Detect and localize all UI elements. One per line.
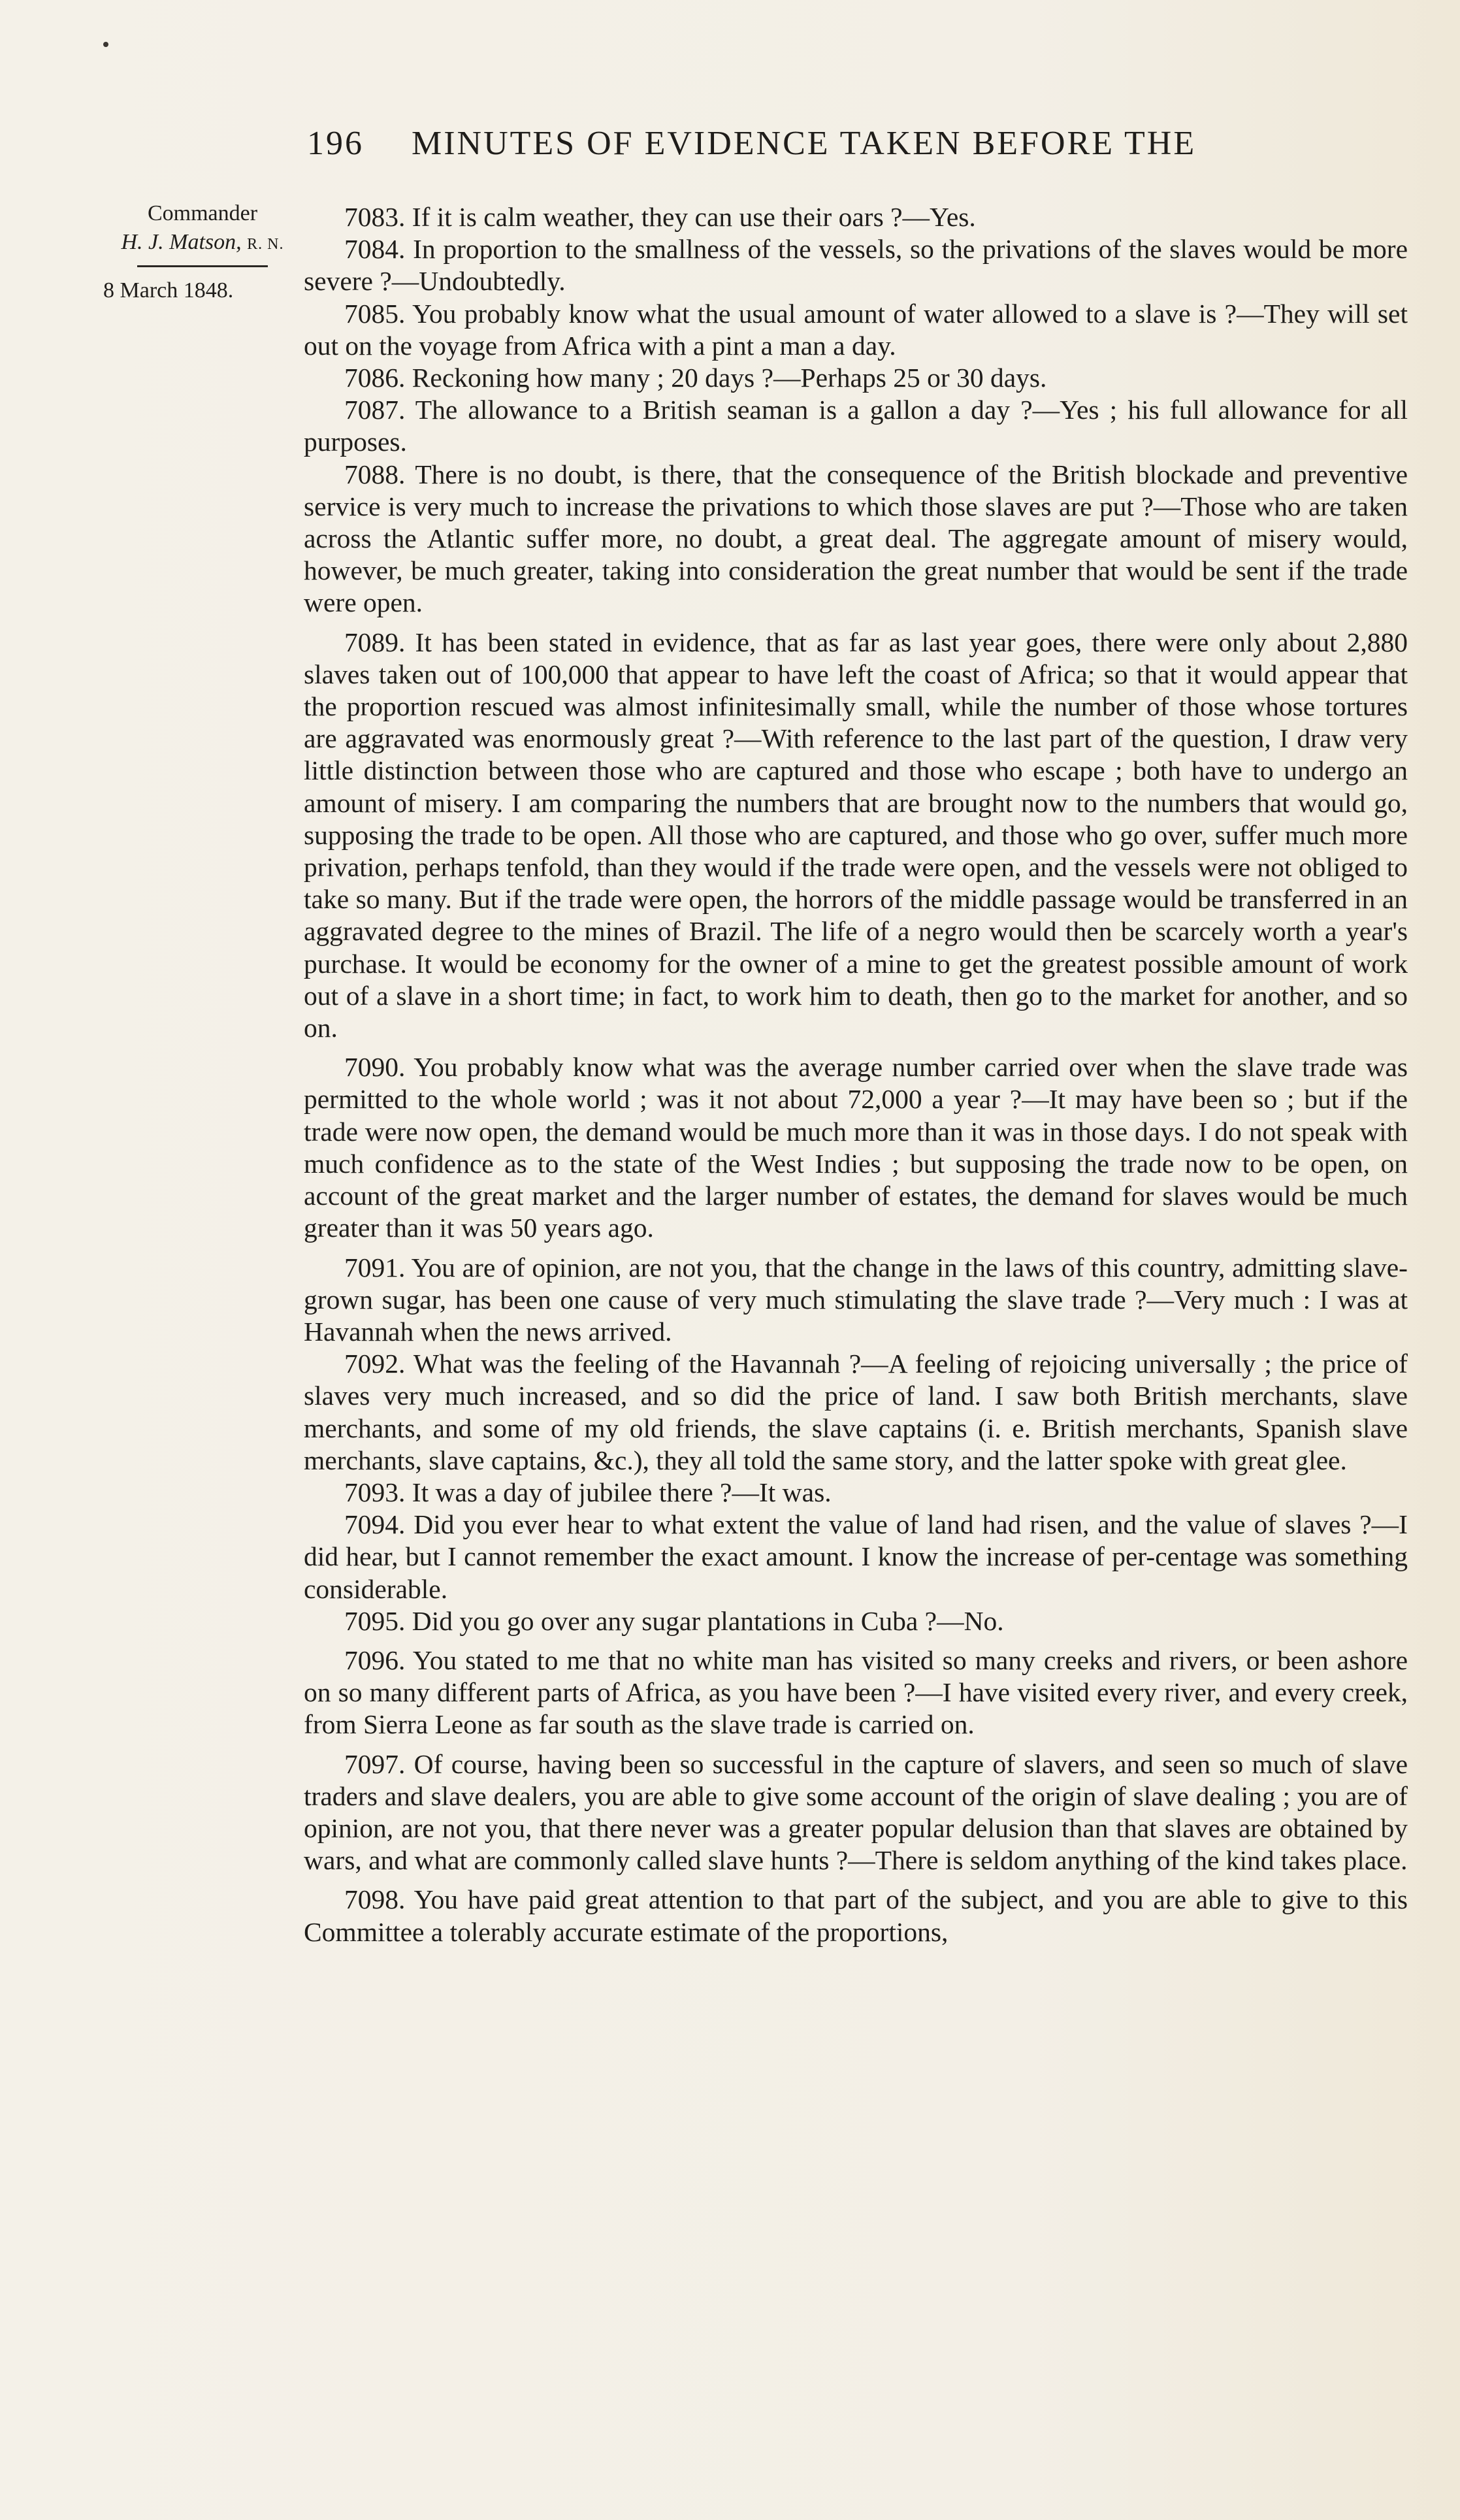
question-number: 7095. — [344, 1605, 406, 1636]
question-text: Of course, having been so successful in the capture of slavers, and seen so much of slave traders and slave dealers, you are able to give some account of the origin of slave dealing ; you are of opinion, are not you, that there never was a greater popular delusion than that slaves are obtained by wars, and what are commonly called slave hunts ?—There is seldom anything of the kind takes place. — [304, 1748, 1408, 1876]
page-number: 196 — [307, 125, 364, 162]
running-header — [307, 124, 1418, 176]
evidence-date: 8 March 1848. — [103, 278, 234, 303]
question-number: 7094. — [344, 1509, 406, 1540]
question-number: 7090. — [344, 1052, 406, 1083]
question-7091 — [304, 1252, 1408, 1349]
question-7083 — [304, 201, 1408, 233]
question-text: In proportion to the smallness of the vessels, so the privations of the slaves would be more severe ?—Undoubtedly. — [304, 234, 1408, 297]
question-7094 — [304, 1509, 1408, 1605]
question-7086 — [304, 362, 1408, 394]
question-number: 7096. — [344, 1645, 406, 1675]
question-number: 7084. — [344, 234, 406, 265]
question-text: What was the feeling of the Havannah ?—A feeling of rejoicing universally ; the price of slaves very much increased, and so did the price of land. I saw both British merchants, slave merchants, and some of my old friends, the slave captains (i. e. British merchants, Spanish slave merchants, slave captains, &c.), they all told the same story, and the latter spoke with great glee. — [304, 1349, 1408, 1475]
question-number: 7088. — [344, 459, 406, 489]
question-text: It has been stated in evidence, that as far as last year goes, there were only about 2,880 slaves taken out of 100,000 that appear to have left the coast of Africa; so that it would appear that the proportion rescued was almost infinitesimally small, while the number of those whose tortures are aggravated was enormously great ?—With reference to the last part of the question, I draw very little distinction between those who are captured and those who escape ; both have to undergo an amount of misery. I am comparing the numbers that are brought now to the numbers that would go, supposing the trade to be open. All those who are captured, and those who go over, suffer much more privation, perhaps tenfold, than they would if the trade were open, and the vessels were not obliged to take so many. But if the trade were open, the horrors of the middle passage would be transferred in an aggravated degree to the mines of Brazil. The life of a negro would then be scarcely worth a year's purchase. It would be economy for the owner of a mine to get the greatest possible amount of work out of a slave in a short time; in fact, to work him to death, then go to the market for another, and so on. — [304, 627, 1408, 1043]
question-7093 — [304, 1477, 1408, 1509]
question-text: Did you go over any sugar plantations in Cuba ?—No. — [412, 1605, 1004, 1636]
question-7088 — [304, 459, 1408, 619]
question-text: You are of opinion, are not you, that the change in the laws of this country, admitting slave-grown sugar, has been one cause of very much stimulating the slave trade ?—Very much : I was at Havannah when the news arrived. — [304, 1252, 1408, 1347]
question-7098 — [304, 1884, 1408, 1948]
question-text: You stated to me that no white man has visited so many creeks and rivers, or been ashore on so many different parts of Africa, as you have been ?—I have visited every river, and every creek, from Sierra Leone as far south as the slave trade is carried on. — [304, 1645, 1408, 1740]
question-7092 — [304, 1348, 1408, 1477]
margin-rule — [137, 265, 268, 267]
question-text: Did you ever hear to what extent the value of land had risen, and the value of slaves ?—I did hear, but I cannot remember the exact amount. I know the increase of per-centage was something considerable. — [304, 1509, 1408, 1604]
question-text: If it is calm weather, they can use their oars ?—Yes. — [412, 202, 976, 232]
question-number: 7089. — [344, 627, 406, 657]
question-number: 7083. — [344, 202, 406, 232]
question-number: 7098. — [344, 1884, 406, 1915]
question-text: You probably know what the usual amount of water allowed to a slave is ?—They will set out on the voyage from Africa with a pint a man a day. — [304, 298, 1408, 361]
question-text: You have paid great attention to that part of the subject, and you are able to give to this Committee a tolerably accurate estimate of the proportions, — [304, 1884, 1408, 1947]
question-7095 — [304, 1605, 1408, 1637]
witness-suffix: R. N. — [247, 236, 284, 253]
question-7084 — [304, 233, 1408, 297]
question-number: 7091. — [344, 1252, 406, 1283]
witness-name: H. J. Matson, — [121, 230, 242, 254]
question-text: The allowance to a British seaman is a gallon a day ?—Yes ; his full allowance for all purposes. — [304, 395, 1408, 457]
question-number: 7093. — [344, 1477, 406, 1507]
witness-name-line — [98, 228, 307, 259]
question-text: Reckoning how many ; 20 days ?—Perhaps 25 or 30 days. — [412, 363, 1047, 393]
question-7085 — [304, 298, 1408, 362]
question-number: 7085. — [344, 298, 406, 329]
question-7089 — [304, 627, 1408, 1045]
witness-rank: Commander — [147, 201, 258, 225]
question-text: It was a day of jubilee there ?—It was. — [412, 1477, 832, 1507]
evidence-text — [304, 201, 1408, 1948]
question-7087 — [304, 394, 1408, 458]
question-7090 — [304, 1051, 1408, 1244]
question-7097 — [304, 1748, 1408, 1877]
question-text: There is no doubt, is there, that the consequence of the British blockade and preventive service is very much to increase the privations to which those slaves are put ?—Those who are taken across the Atlantic suffer more, no doubt, a great deal. The aggregate amount of misery would, however, be much greater, taking into consideration the great number that would be sent if the trade were open. — [304, 459, 1408, 618]
question-number: 7087. — [344, 395, 406, 425]
question-7096 — [304, 1645, 1408, 1741]
question-number: 7092. — [344, 1349, 406, 1379]
ink-speck — [103, 42, 108, 47]
margin-note — [98, 199, 307, 305]
question-text: You probably know what was the average number carried over when the slave trade was permitted to the whole world ; was it not about 72,000 a year ?—It may have been so ; but if the trade were now open, the demand would be much more than it was in those days. I do not speak with much confidence as to the state of the West Indies ; but supposing the trade now to be open, on account of the great market and the larger number of estates, the demand for slaves would be much greater than it was 50 years ago. — [304, 1052, 1408, 1243]
question-number: 7097. — [344, 1748, 406, 1779]
header-title: MINUTES OF EVIDENCE TAKEN BEFORE THE — [412, 125, 1197, 162]
question-number: 7086. — [344, 363, 406, 393]
